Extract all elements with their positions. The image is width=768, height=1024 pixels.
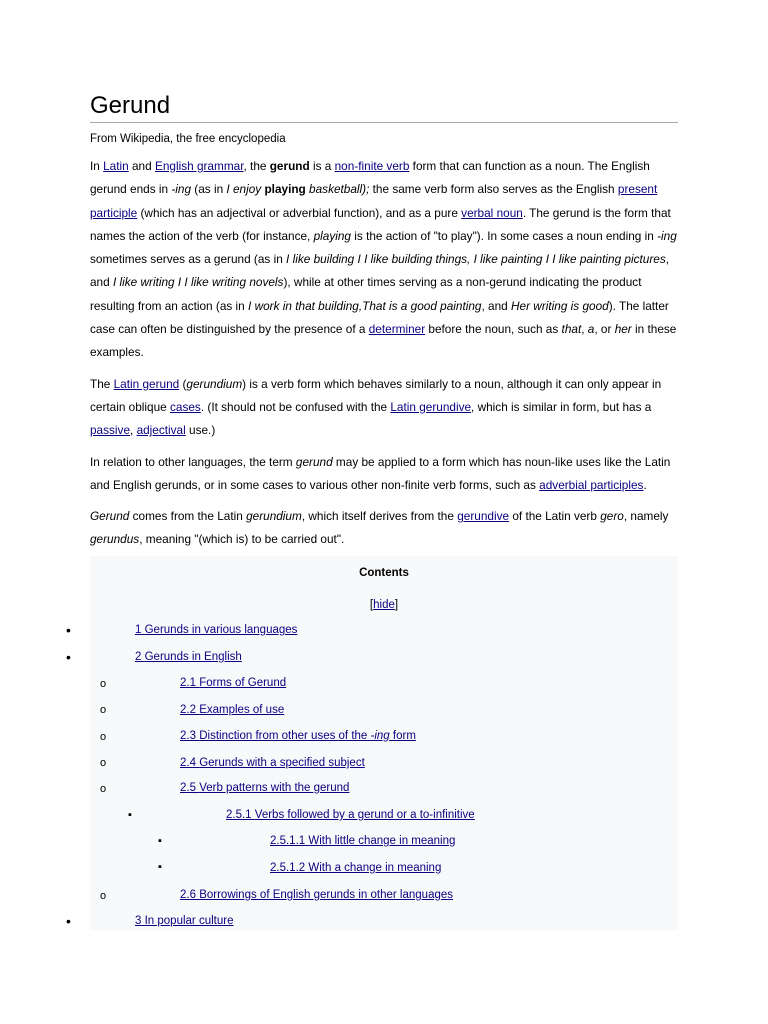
toc-item-3[interactable] <box>135 915 233 927</box>
italic-text: basketball); <box>305 182 370 197</box>
link-non-finite-verb[interactable]: non-finite verb <box>334 159 410 173</box>
toc-item-2-1[interactable] <box>180 677 286 689</box>
toc-item-2-4[interactable] <box>180 757 365 769</box>
link-present-participle[interactable]: present participle <box>90 182 658 220</box>
text: is the action of "to play"). In some cases a noun ending in <box>351 228 658 243</box>
toc-number: 1 <box>135 624 142 636</box>
italic-text: that <box>561 322 582 337</box>
toc-item-1[interactable] <box>135 624 297 636</box>
link-cases[interactable]: cases <box>170 399 201 414</box>
toc-item-2-6[interactable] <box>180 889 453 901</box>
italic-text: Gerund <box>90 509 130 524</box>
link-adjectival[interactable]: adjectival <box>136 423 186 438</box>
toc-text: Gerunds in various languages <box>144 624 298 636</box>
toc-number: 2.2 <box>180 704 196 716</box>
text: In relation to other languages, the term <box>90 454 296 469</box>
toc-text: With little change in meaning <box>308 835 456 847</box>
bullet-circle-icon: o <box>100 678 107 690</box>
toc-title: Contents <box>359 567 409 579</box>
toc-italic: -ing <box>370 730 390 742</box>
bullet-circle-icon: o <box>100 890 107 902</box>
toc-number: 2.4 <box>180 757 196 769</box>
italic-text: gerundium <box>246 509 302 524</box>
italic-text: gerund <box>295 454 333 469</box>
text: , meaning "(which is) to be carried out". <box>139 532 345 547</box>
text: . <box>643 477 647 492</box>
text: , and <box>481 298 512 313</box>
text: and <box>128 159 155 173</box>
toc-number: 2.6 <box>180 889 196 901</box>
italic-text: a <box>587 322 595 337</box>
bold-gerund: gerund <box>269 159 310 173</box>
bullet-circle-icon: o <box>100 757 107 769</box>
bullet-circle-icon: o <box>100 731 107 743</box>
text: ( <box>179 376 187 391</box>
text: , or <box>594 322 615 337</box>
toc-text: Gerunds with a specified subject <box>199 757 365 769</box>
toc-item-2-2[interactable] <box>180 704 284 716</box>
text: The <box>90 376 114 391</box>
toc-number: 2.1 <box>180 677 196 689</box>
text: . (It should not be confused with the <box>200 399 391 414</box>
toc-text: Forms of Gerund <box>199 677 287 689</box>
page-title: Gerund <box>90 92 678 123</box>
text: (as in <box>191 182 227 197</box>
bracket: [ <box>369 599 374 611</box>
intro-paragraph-4 <box>90 505 678 552</box>
intro-paragraph-2 <box>90 373 678 443</box>
italic-text: gerundus <box>90 532 140 547</box>
italic-text: I like building I I like building things, I like painting I I like painting pictures <box>286 252 666 267</box>
link-verbal-noun[interactable]: verbal noun <box>461 205 523 220</box>
bullet-circle-icon: o <box>100 783 107 795</box>
toc-text: Verbs followed by a gerund or a to-infinitive <box>254 809 475 821</box>
toc-number: 2.5.1.2 <box>270 862 306 874</box>
article <box>90 92 678 552</box>
bullet-disc-icon: • <box>66 649 71 665</box>
text: form that can function as a noun. The English gerund ends in <box>90 159 650 197</box>
text: ) is a verb form which behaves similarly to a noun, although it can only appear in certain oblique <box>90 376 662 414</box>
text: use.) <box>185 423 216 438</box>
intro-paragraph-1 <box>90 155 678 365</box>
text: , and <box>90 252 670 290</box>
text: , <box>130 423 137 438</box>
italic-text: I work in that building,That is a good painting <box>248 298 482 313</box>
toc-number: 2.5 <box>180 782 196 794</box>
italic-text: I enjoy <box>226 182 265 197</box>
bracket: ] <box>394 599 399 611</box>
toc-text: With a change in meaning <box>308 862 442 874</box>
text: , the <box>243 159 270 173</box>
toc-text: In popular culture <box>144 915 234 927</box>
toc-hide-link[interactable]: hide <box>373 599 395 611</box>
toc-text: Examples of use <box>199 704 285 716</box>
link-adverbial-participles[interactable]: adverbial participles <box>539 477 644 492</box>
text: , namely <box>623 509 669 524</box>
toc-item-2-5-1[interactable] <box>226 809 475 821</box>
link-latin-gerund[interactable]: Latin gerund <box>113 376 180 391</box>
italic-text: I like writing I I like writing novels <box>112 275 284 290</box>
toc-number: 3 <box>135 915 142 927</box>
bullet-disc-icon: • <box>66 622 71 638</box>
toc-text: form <box>389 730 416 742</box>
italic-text: Her writing is good <box>511 298 609 313</box>
intro-paragraph-3 <box>90 451 678 498</box>
text: may be applied to a form which has noun-like uses like the Latin and English gerunds, or in some cases to various other non-finite verb forms, such as <box>90 454 671 492</box>
toc-text: Distinction from other uses of the <box>199 730 371 742</box>
italic-ing: -ing <box>171 182 192 197</box>
italic-text: gero <box>600 509 624 524</box>
text: ), while at other times serving as a non-gerund indicating the product resulting from an action (as in <box>90 275 642 313</box>
text: . The gerund is the form that names the action of the verb (for instance, <box>90 205 671 243</box>
link-gerundive[interactable]: gerundive <box>457 509 510 524</box>
toc-item-2-5[interactable] <box>180 782 349 794</box>
text: , which itself derives from the <box>301 509 458 524</box>
toc-number: 2.3 <box>180 730 196 742</box>
link-english-grammar[interactable]: English grammar <box>154 159 244 173</box>
text: , <box>581 322 588 337</box>
text: (which has an adjectival or adverbial function), and as a pure <box>137 205 462 220</box>
text: In <box>90 159 104 173</box>
bullet-circle-icon: o <box>100 704 107 716</box>
text: , which is similar in form, but has a <box>471 399 652 414</box>
toc-text: Gerunds in English <box>144 651 242 663</box>
text: of the Latin verb <box>509 509 601 524</box>
link-latin-gerundive[interactable]: Latin gerundive <box>390 399 472 414</box>
link-latin[interactable]: Latin <box>103 159 129 173</box>
bullet-square-icon: ▪ <box>128 809 132 821</box>
toc-hide-control <box>90 599 678 611</box>
toc-text: Verb patterns with the gerund <box>199 782 350 794</box>
site-tagline: From Wikipedia, the free encyclopedia <box>90 133 286 145</box>
italic-text: playing <box>313 228 351 243</box>
text: ). The latter case can often be distinguished by the presence of a <box>90 298 669 337</box>
italic-text: gerundium <box>186 376 243 391</box>
toc-item-2[interactable] <box>135 651 242 663</box>
toc-number: 2.5.1 <box>226 809 252 821</box>
link-determiner[interactable]: determiner <box>368 322 426 337</box>
toc-item-2-5-1-2[interactable] <box>270 862 441 874</box>
bullet-disc-icon: • <box>66 913 71 929</box>
italic-text: her <box>614 322 632 337</box>
text: sometimes serves as a gerund (as in <box>90 252 287 267</box>
toc-text: Borrowings of English gerunds in other languages <box>199 889 454 901</box>
link-passive[interactable]: passive <box>90 423 130 438</box>
italic-text: -ing <box>657 228 677 243</box>
text: in these examples. <box>90 322 677 360</box>
toc-item-2-5-1-1[interactable] <box>270 835 455 847</box>
bold-playing: playing <box>264 182 306 197</box>
toc-item-2-3[interactable] <box>180 730 416 742</box>
text: before the noun, such as <box>425 322 562 337</box>
text: the same verb form also serves as the English <box>369 182 618 197</box>
toc-number: 2.5.1.1 <box>270 835 306 847</box>
text: is a <box>309 159 335 173</box>
text: comes from the Latin <box>129 509 247 524</box>
bullet-square-icon: ▪ <box>158 835 162 847</box>
toc-number: 2 <box>135 651 142 663</box>
bullet-square-icon: ▪ <box>158 861 162 873</box>
